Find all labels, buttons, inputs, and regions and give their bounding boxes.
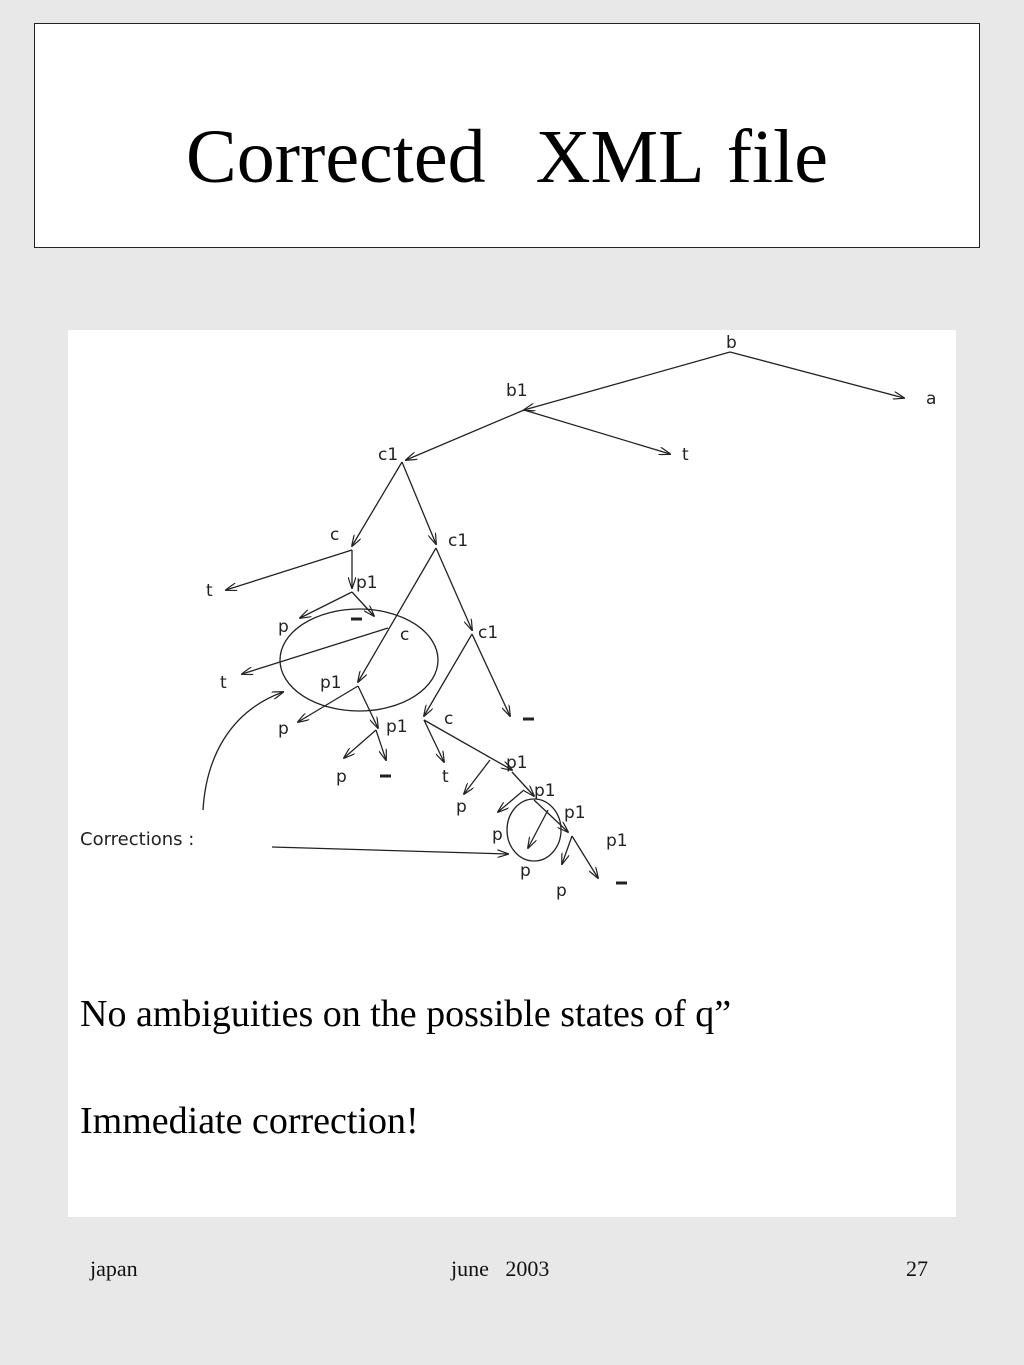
- node-p-f: p: [520, 861, 531, 881]
- node-c1b: c1: [448, 531, 469, 551]
- edge-c-p1d: [424, 720, 512, 770]
- node-p1f: p1: [564, 803, 586, 823]
- correction-pointer-line: [272, 847, 508, 854]
- node-p1g: p1: [606, 831, 628, 851]
- node-c1a: c1: [378, 445, 399, 465]
- body-line-1: No ambiguities on the possible states of q”: [80, 993, 732, 1035]
- edge-p1e-p: [498, 790, 524, 812]
- edge-p1f-p: [528, 810, 548, 848]
- edge-c1c-c: [424, 634, 472, 716]
- node-b: b: [726, 333, 737, 353]
- node-p-g: p: [556, 881, 567, 901]
- edge-p1d-p1e: [512, 772, 534, 796]
- node-c-left: c: [330, 525, 340, 545]
- correction-circle-small: [507, 799, 561, 861]
- correction-pointer-curve: [203, 692, 283, 810]
- body-line-2: Immediate correction!: [80, 1100, 419, 1142]
- node-p1e: p1: [534, 781, 556, 801]
- edge-c1b-c1c: [436, 548, 472, 630]
- node-p-c: p: [336, 767, 347, 787]
- edge-p1d-p: [464, 760, 490, 794]
- node-t2: t: [206, 581, 213, 601]
- node-p-d: p: [456, 797, 467, 817]
- edge-p1f-dash: [572, 836, 598, 878]
- edge-p1c-dash: [376, 730, 386, 760]
- footer-left: japan: [90, 1256, 138, 1281]
- node-c1c: c1: [478, 623, 499, 643]
- correction-circle-large: [280, 609, 438, 711]
- edge-p1b-p1c: [358, 686, 378, 728]
- edge-c1-c: [352, 462, 402, 546]
- title-box: [34, 23, 980, 248]
- node-p-e: p: [492, 825, 503, 845]
- content-panel: [68, 330, 956, 1217]
- tree-diagram: [68, 330, 956, 930]
- edge-b1-t: [524, 410, 670, 454]
- node-b1: b1: [506, 381, 528, 401]
- node-p1d: p1: [506, 753, 528, 773]
- edge-b1-c1: [406, 410, 524, 460]
- footer-center: june 2003: [451, 1256, 550, 1281]
- slide-title: Corrected XML file: [186, 115, 828, 199]
- node-c-mid: c: [400, 625, 410, 645]
- corrections-label: Corrections :: [80, 829, 195, 850]
- edge-c-t: [226, 550, 352, 590]
- footer-right: 27: [906, 1256, 928, 1281]
- node-p1c: p1: [386, 717, 408, 737]
- node-t4: t: [442, 767, 449, 787]
- node-p-a: p: [278, 617, 289, 637]
- edge-p1c-p: [344, 730, 376, 758]
- edge-p1f-p-g: [562, 836, 572, 864]
- edge-b-b1: [524, 352, 730, 410]
- node-a: a: [926, 389, 937, 409]
- node-c-right: c: [444, 709, 454, 729]
- edge-c1-c1b: [402, 462, 436, 544]
- node-p1a: p1: [356, 573, 378, 593]
- node-p-b: p: [278, 719, 289, 739]
- node-t1: t: [682, 445, 689, 465]
- node-t3: t: [220, 673, 227, 693]
- edge-p1-dash: [352, 592, 374, 616]
- edge-c1c-dash: [472, 634, 510, 716]
- node-p1b: p1: [320, 673, 342, 693]
- edge-b-a: [730, 352, 904, 398]
